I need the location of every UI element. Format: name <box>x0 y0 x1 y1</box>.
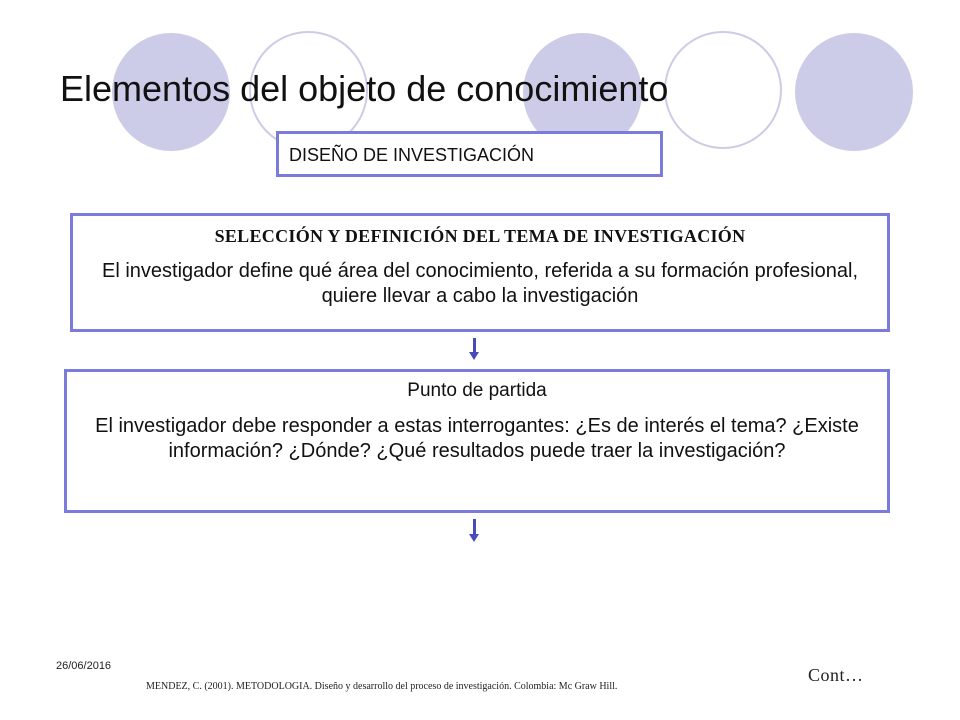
slide-title: Elementos del objeto de conocimiento <box>60 68 669 109</box>
starting-point-heading: Punto de partida <box>407 380 547 401</box>
topic-selection-box <box>70 213 890 332</box>
topic-selection-heading: SELECCIÓN Y DEFINICIÓN DEL TEMA DE INVESTIGACIÓN <box>214 226 746 246</box>
down-arrow-icon <box>469 338 479 360</box>
decorative-ring-2 <box>664 31 782 149</box>
starting-point-box <box>64 369 890 513</box>
slide-date: 26/06/2016 <box>56 660 112 672</box>
design-box <box>276 131 663 177</box>
down-arrow-icon <box>469 519 479 543</box>
decorative-circle-3 <box>795 33 913 151</box>
bibliographic-reference: MENDEZ, C. (2001). METODOLOGIA. Diseño y desarrollo del proceso de investigación. Colombia: Mc Graw Hill. <box>146 681 618 692</box>
design-box-label: DISEÑO DE INVESTIGACIÓN <box>289 145 535 165</box>
topic-selection-text: El investigador define qué área del conocimiento, referida a su formación profesional, quiere llevar a cabo la investigación <box>102 260 858 307</box>
starting-point-text: El investigador debe responder a estas interrogantes: ¿Es de interés el tema? ¿Existe información? ¿Dónde? ¿Qué resultados puede traer la investigación? <box>95 415 859 462</box>
continuation-label: Cont… <box>808 665 864 685</box>
